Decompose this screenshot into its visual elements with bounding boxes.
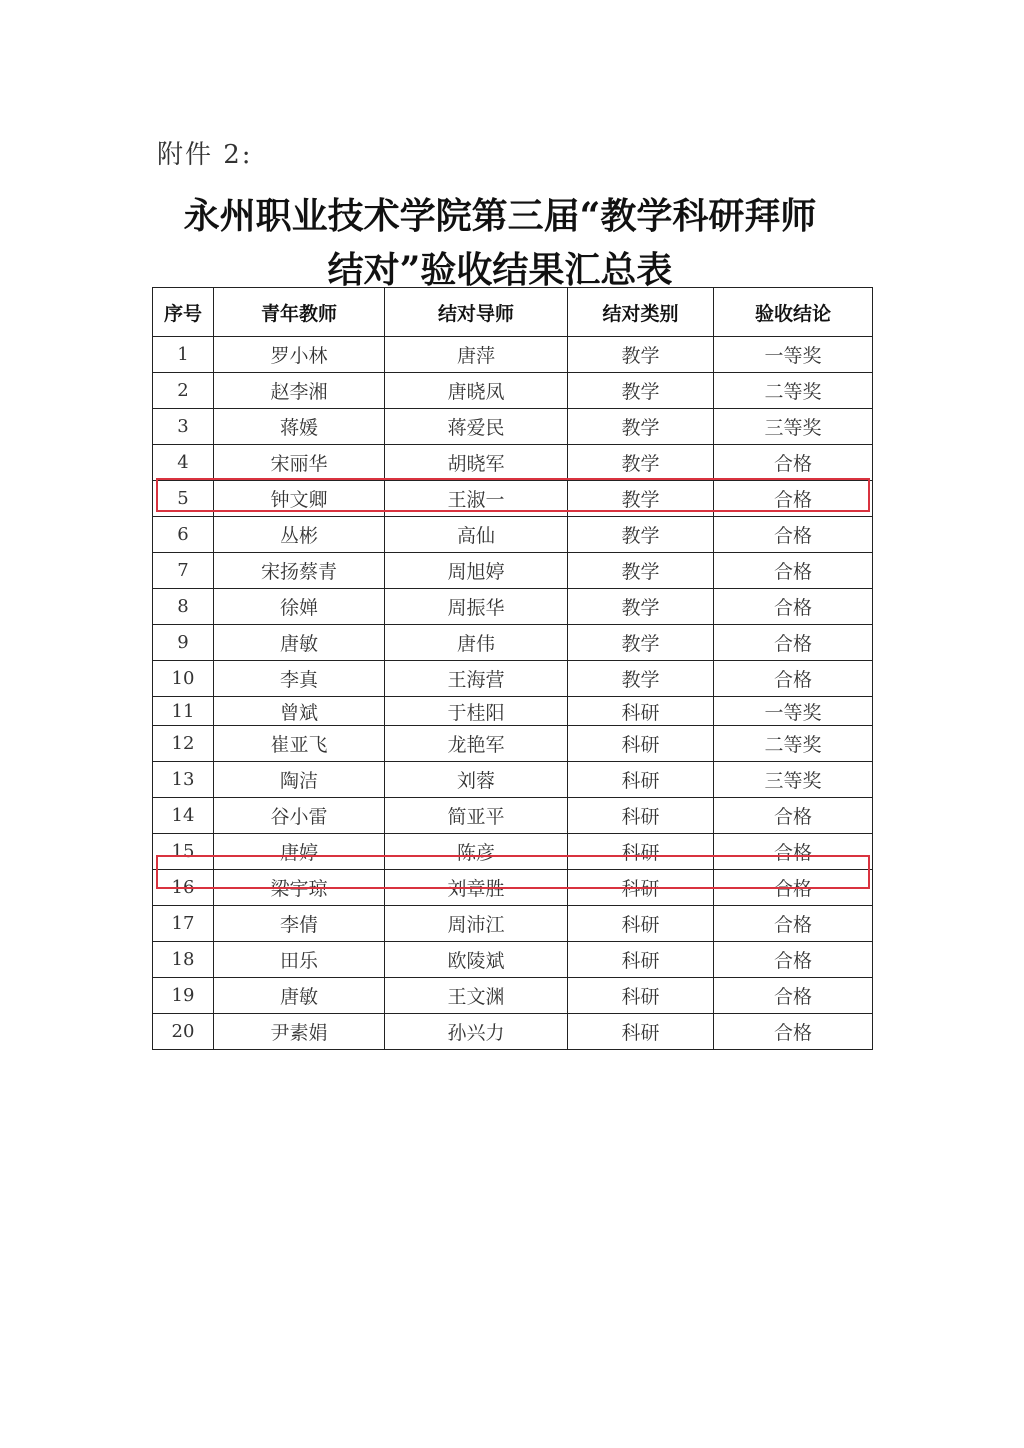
cell-young-teacher: 蒋媛 [214,409,385,445]
header-seq: 序号 [153,288,214,337]
cell-pair-type: 教学 [568,661,714,697]
cell-result: 合格 [714,834,873,870]
table-row [153,409,873,445]
cell-pair-type: 科研 [568,726,714,762]
cell-pair-type: 科研 [568,697,714,726]
attachment-label: 附件 2: [157,140,253,170]
cell-mentor: 唐晓凤 [385,373,568,409]
table-row [153,661,873,697]
cell-young-teacher: 唐敏 [214,625,385,661]
cell-mentor: 周振华 [385,589,568,625]
cell-pair-type: 教学 [568,373,714,409]
table-row [153,906,873,942]
cell-result: 合格 [714,1014,873,1050]
cell-result: 合格 [714,942,873,978]
cell-mentor: 蒋爱民 [385,409,568,445]
cell-seq: 11 [153,697,214,726]
cell-result: 合格 [714,445,873,481]
cell-seq: 7 [153,553,214,589]
header-pair-type: 结对类别 [568,288,714,337]
cell-seq: 20 [153,1014,214,1050]
table-row [153,373,873,409]
cell-mentor: 唐萍 [385,337,568,373]
cell-mentor: 简亚平 [385,798,568,834]
cell-young-teacher: 谷小雷 [214,798,385,834]
cell-result: 三等奖 [714,409,873,445]
cell-pair-type: 科研 [568,762,714,798]
cell-seq: 17 [153,906,214,942]
cell-pair-type: 教学 [568,589,714,625]
table-row [153,481,873,517]
cell-seq: 8 [153,589,214,625]
cell-young-teacher: 陶洁 [214,762,385,798]
table-row [153,337,873,373]
table-row [153,762,873,798]
table-row [153,1014,873,1050]
table-row [153,798,873,834]
cell-young-teacher: 宋丽华 [214,445,385,481]
cell-young-teacher: 梁宇琼 [214,870,385,906]
cell-seq: 9 [153,625,214,661]
cell-mentor: 胡晓军 [385,445,568,481]
cell-seq: 1 [153,337,214,373]
results-table [152,287,873,1050]
cell-pair-type: 科研 [568,1014,714,1050]
cell-seq: 4 [153,445,214,481]
table-header-row [153,288,873,337]
cell-seq: 6 [153,517,214,553]
cell-pair-type: 科研 [568,942,714,978]
cell-pair-type: 科研 [568,870,714,906]
cell-result: 合格 [714,906,873,942]
table-body [153,337,873,1050]
header-result: 验收结论 [714,288,873,337]
cell-result: 合格 [714,625,873,661]
table-row [153,589,873,625]
cell-mentor: 唐伟 [385,625,568,661]
cell-result: 合格 [714,589,873,625]
cell-mentor: 欧陵斌 [385,942,568,978]
cell-pair-type: 教学 [568,409,714,445]
table-row [153,870,873,906]
cell-pair-type: 教学 [568,625,714,661]
cell-seq: 15 [153,834,214,870]
cell-result: 合格 [714,481,873,517]
table-row [153,625,873,661]
cell-young-teacher: 田乐 [214,942,385,978]
cell-young-teacher: 徐婵 [214,589,385,625]
cell-pair-type: 教学 [568,337,714,373]
header-mentor: 结对导师 [385,288,568,337]
cell-young-teacher: 崔亚飞 [214,726,385,762]
cell-pair-type: 科研 [568,906,714,942]
cell-young-teacher: 李倩 [214,906,385,942]
cell-seq: 14 [153,798,214,834]
cell-result: 一等奖 [714,337,873,373]
cell-pair-type: 科研 [568,978,714,1014]
cell-result: 合格 [714,798,873,834]
table-row [153,834,873,870]
cell-pair-type: 科研 [568,834,714,870]
cell-seq: 10 [153,661,214,697]
cell-young-teacher: 唐婷 [214,834,385,870]
cell-seq: 13 [153,762,214,798]
cell-result: 合格 [714,870,873,906]
cell-young-teacher: 罗小林 [214,337,385,373]
cell-mentor: 王海营 [385,661,568,697]
cell-young-teacher: 唐敏 [214,978,385,1014]
cell-young-teacher: 曾斌 [214,697,385,726]
cell-seq: 2 [153,373,214,409]
table-row [153,942,873,978]
cell-young-teacher: 钟文卿 [214,481,385,517]
cell-mentor: 陈彦 [385,834,568,870]
cell-result: 合格 [714,517,873,553]
cell-mentor: 孙兴力 [385,1014,568,1050]
cell-result: 合格 [714,978,873,1014]
table-row [153,445,873,481]
cell-mentor: 刘章胜 [385,870,568,906]
header-young-teacher: 青年教师 [214,288,385,337]
table-row [153,978,873,1014]
page-title-line-1: 永州职业技术学院第三届“教学科研拜师 [183,195,817,237]
cell-result: 合格 [714,661,873,697]
cell-young-teacher: 赵李湘 [214,373,385,409]
cell-result: 二等奖 [714,373,873,409]
cell-young-teacher: 尹素娟 [214,1014,385,1050]
cell-seq: 19 [153,978,214,1014]
table-row [153,726,873,762]
cell-seq: 5 [153,481,214,517]
cell-seq: 3 [153,409,214,445]
table-row [153,697,873,726]
cell-mentor: 周沛江 [385,906,568,942]
cell-pair-type: 教学 [568,553,714,589]
cell-mentor: 于桂阳 [385,697,568,726]
cell-pair-type: 教学 [568,517,714,553]
cell-young-teacher: 宋扬蔡青 [214,553,385,589]
cell-pair-type: 科研 [568,798,714,834]
table-row [153,553,873,589]
page-title-line-2: 结对”验收结果汇总表 [327,249,673,291]
cell-mentor: 王文渊 [385,978,568,1014]
cell-seq: 16 [153,870,214,906]
cell-pair-type: 教学 [568,481,714,517]
cell-seq: 12 [153,726,214,762]
cell-young-teacher: 丛彬 [214,517,385,553]
cell-mentor: 刘蓉 [385,762,568,798]
cell-result: 一等奖 [714,697,873,726]
cell-mentor: 王淑一 [385,481,568,517]
cell-result: 二等奖 [714,726,873,762]
cell-young-teacher: 李真 [214,661,385,697]
cell-mentor: 龙艳军 [385,726,568,762]
cell-pair-type: 教学 [568,445,714,481]
table-row [153,517,873,553]
cell-result: 三等奖 [714,762,873,798]
cell-mentor: 高仙 [385,517,568,553]
cell-result: 合格 [714,553,873,589]
cell-mentor: 周旭婷 [385,553,568,589]
cell-seq: 18 [153,942,214,978]
